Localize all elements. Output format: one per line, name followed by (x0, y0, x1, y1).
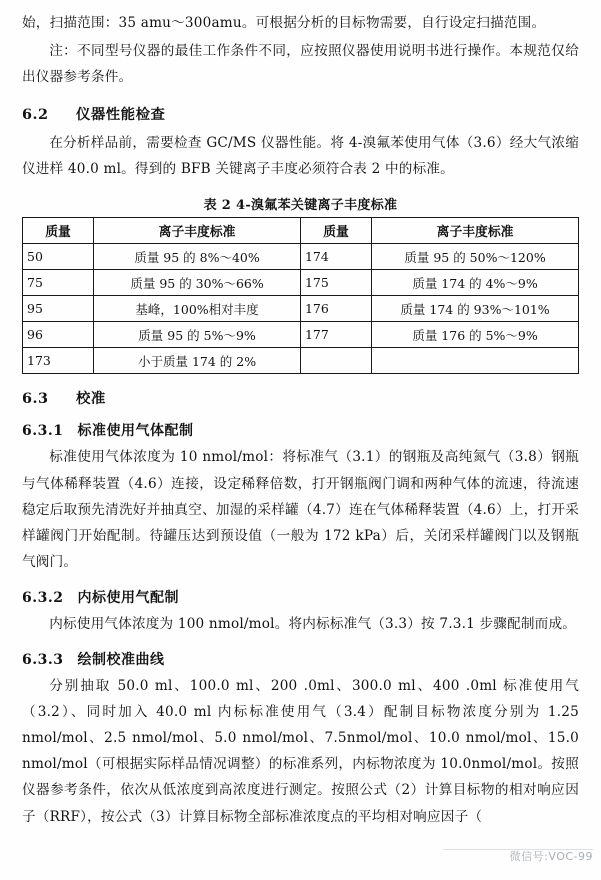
heading-6-3-2-number: 6.3.2 (22, 589, 64, 606)
cell-criteria: 质量 95 的 30%～66% (94, 270, 301, 296)
heading-6-3-1-number: 6.3.1 (22, 423, 64, 440)
heading-6-2-number: 6.2 (22, 106, 49, 124)
cell-criteria: 基峰，100%相对丰度 (94, 296, 301, 322)
paragraph-6-3-2-body: 内标使用气体浓度为 100 nmol/mol。将内标标准气（3.3）按 7.3.1 步骤配制而成。 (49, 615, 577, 632)
heading-6-3-3-title: 绘制校准曲线 (77, 652, 165, 669)
ion-abundance-table (22, 217, 579, 374)
cell-criteria: 质量 95 的 50%～120% (372, 244, 579, 270)
heading-6-3 (22, 387, 579, 408)
cell-mass: 173 (23, 348, 94, 374)
cell-criteria: 质量 174 的 4%～9% (372, 270, 579, 296)
paragraph-6-3-1-body: 标准使用气体浓度为 10 nmol/mol：将标准气（3.1）的钢瓶及高纯氮气（3.8）钢瓶与气体稀释装置（4.6）连接，设定稀释倍数，打开钢瓶阀门调和两种气体的流速，待流速稳定后取预先清洗好并抽真空、加湿的采样罐（4.7）连在气体稀释装置（4.6）上，打开采样罐阀门开始配制。待罐压达到预设值（一般为 172 kPa）后，关闭采样罐阀门以及钢瓶气阀门。 (22, 449, 579, 570)
table-header-mass-1: 质量 (23, 218, 94, 244)
cell-criteria: 质量 95 的 5%～9% (94, 322, 301, 348)
heading-6-3-number: 6.3 (22, 390, 49, 408)
cell-criteria: 质量 95 的 8%～40% (94, 244, 301, 270)
heading-6-2-title: 仪器性能检查 (76, 106, 166, 124)
cell-mass: 175 (300, 270, 371, 296)
table-header-row (23, 218, 579, 244)
heading-6-3-1 (22, 420, 579, 440)
watermark-text: 微信号:VOC-99 (509, 850, 593, 863)
heading-6-3-title: 校准 (76, 390, 106, 408)
cell-mass (300, 348, 371, 374)
paragraph-6-2-body: 在分析样品前，需要检查 GC/MS 仪器性能。将 4-溴氟苯使用气体（3.6）经大气浓缩仪进样 40.0 ml。得到的 BFB 关键离子丰度必须符合表 2 中的标准。 (22, 135, 579, 178)
heading-6-3-2-title: 内标使用气配制 (77, 589, 179, 606)
cell-mass: 75 (23, 270, 94, 296)
paragraph-scan-range: 始，扫描范围：35 amu～300amu。可根据分析的目标物需要，自行设定扫描范围。 (22, 15, 546, 31)
cell-criteria: 质量 176 的 5%～9% (372, 322, 579, 348)
cell-criteria: 小于质量 174 的 2% (94, 348, 301, 374)
cell-criteria (372, 348, 579, 374)
table-header-criteria-1: 离子丰度标准 (94, 218, 301, 244)
table-row (23, 270, 579, 296)
table-row (23, 244, 579, 270)
cell-criteria: 质量 174 的 93%～101% (372, 296, 579, 322)
cell-mass: 176 (300, 296, 371, 322)
heading-6-3-2 (22, 587, 579, 607)
table-header-criteria-2: 离子丰度标准 (372, 218, 579, 244)
heading-6-3-1-title: 标准使用气体配制 (77, 423, 194, 440)
heading-6-3-3 (22, 649, 579, 669)
heading-6-2 (22, 103, 579, 124)
paragraph-6-3-3-body: 分别抽取 50.0 ml、100.0 ml、200 .0ml、300.0 ml、400 .0ml 标准使用气（3.2）、同时加入 40.0 ml 内标标准使用气（3.4）配制目标物浓度分别为 1.25 nmol/mol、2.5 nmol/mol、5.0 nmol/mol、7.5nmol/mol、10.0 nmol/mol、15.0 nmol/mol（可根据实际样品情况调整）的标准系列，内标物浓度为 10.0nmol/mol。按照仪器参考条件，依次从低浓度到高浓度进行测定。按照公式（2）计算目标物的相对响应因子（RRF），按公式（3）计算目标物全部标准浓度点的平均相对响应因子（ (22, 678, 579, 825)
cell-mass: 177 (300, 322, 371, 348)
cell-mass: 174 (300, 244, 371, 270)
cell-mass: 96 (23, 322, 94, 348)
heading-6-3-3-number: 6.3.3 (22, 652, 64, 669)
table-row (23, 348, 579, 374)
table-caption: 表 2 4-溴氟苯关键离子丰度标准 (203, 198, 398, 214)
table-row (23, 296, 579, 322)
cell-mass: 50 (23, 244, 94, 270)
paragraph-note: 注：不同型号仪器的最佳工作条件不同，应按照仪器使用说明书进行操作。本规范仅给出仪器参考条件。 (22, 43, 579, 86)
table-row (23, 322, 579, 348)
cell-mass: 95 (23, 296, 94, 322)
table-header-mass-2: 质量 (300, 218, 371, 244)
